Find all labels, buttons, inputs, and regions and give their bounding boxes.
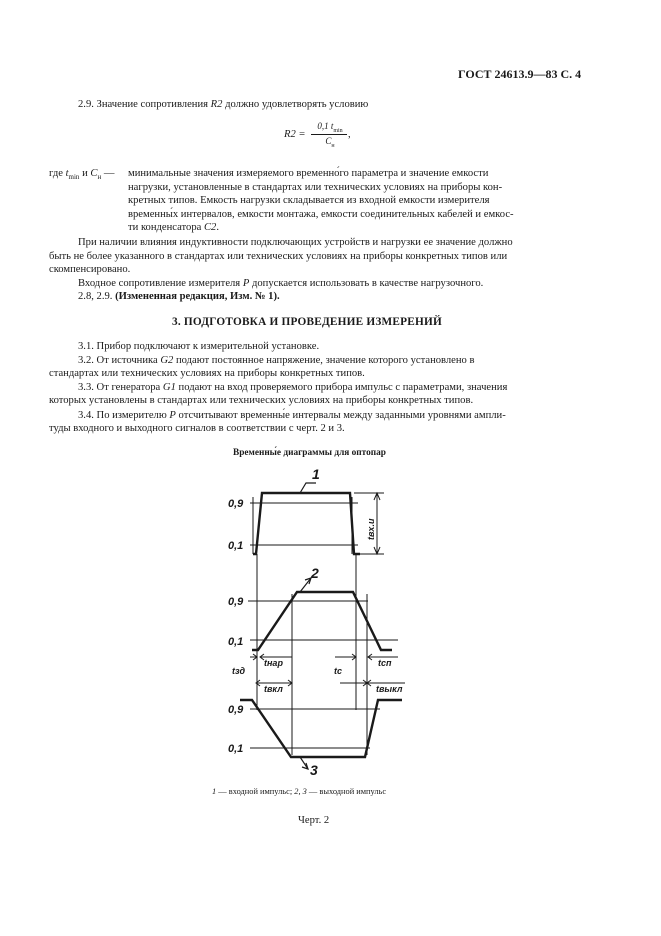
amend-bold: (Измененная редакция, Изм. № 1). bbox=[115, 291, 280, 302]
label-09-top: 0,9 bbox=[228, 498, 244, 510]
label-curve-1: 1 bbox=[312, 466, 320, 482]
where-line-4: временны́х интервалов, емкости монтажа, емкости соединительных кабелей и емкос- bbox=[128, 209, 514, 220]
figure-title: Временны́е диаграммы для оптопар bbox=[233, 448, 386, 458]
formula-lhs: R2 = bbox=[284, 129, 306, 140]
inductive-line-2: быть не более указанного в стандартах или технических условиях на приборы конкретных типов или bbox=[49, 251, 508, 262]
formula-trail: , bbox=[348, 129, 351, 140]
var-p: P bbox=[242, 278, 250, 289]
where-line-1: минимальные значения измеряемого временно́го параметра и значение емкости bbox=[128, 168, 489, 179]
var-c: C bbox=[90, 168, 98, 179]
leader-1 bbox=[300, 483, 316, 493]
label-t-vx-i: tвх.и bbox=[366, 518, 376, 540]
label-t-nar: tнар bbox=[264, 658, 283, 668]
inductive-line-1: При наличии влияния индуктивности подключающих устройств и нагрузки ее значение должно bbox=[78, 237, 513, 248]
where-and: и bbox=[82, 168, 88, 179]
where-word: где bbox=[49, 168, 63, 179]
section-3-title: 3. ПОДГОТОВКА И ПРОВЕДЕНИЕ ИЗМЕРЕНИЙ bbox=[172, 316, 442, 328]
paragraph-3-4-line2: туды входного и выходного сигналов в соответствии с черт. 2 и 3. bbox=[49, 423, 345, 434]
para-tail: должно удовлетворять условию bbox=[225, 99, 369, 110]
p3-2-a: 3.2. От источника bbox=[78, 355, 158, 366]
inductive-line-3: скомпенсировано. bbox=[49, 264, 131, 275]
var-p-meter: P bbox=[169, 410, 176, 421]
input-res-text: Входное сопротивление измерителя bbox=[78, 278, 241, 289]
label-t-zd: tзд bbox=[232, 666, 246, 676]
var-t-sub: min bbox=[68, 173, 80, 182]
p3-2-b: подают постоянное напряжение, значение которого установлено в bbox=[175, 355, 475, 366]
denominator-sub: н bbox=[331, 142, 335, 149]
p3-3-b: подают на вход проверяемого прибора импульс с параметрами, значения bbox=[178, 382, 508, 393]
var-g2: G2 bbox=[160, 355, 174, 366]
label-curve-3: 3 bbox=[310, 762, 318, 778]
para-text: Значение сопротивления bbox=[96, 99, 209, 110]
label-curve-2: 2 bbox=[311, 565, 319, 581]
legend-d1: — входной импульс; bbox=[216, 787, 295, 796]
para-number: 2.9. bbox=[78, 99, 94, 110]
where-line-5-text: ти конденсатора bbox=[128, 222, 204, 233]
var-r2: R2 bbox=[210, 99, 223, 110]
page-header: ГОСТ 24613.9—83 С. 4 bbox=[458, 67, 582, 81]
label-t-vkl: tвкл bbox=[264, 684, 283, 694]
label-01-top: 0,1 bbox=[228, 540, 244, 552]
where-line-5-tail: . bbox=[216, 222, 220, 233]
legend-d23: — выходной импульс bbox=[306, 787, 387, 796]
var-c2: C2 bbox=[203, 222, 217, 233]
where-line-3: кретных типов. Емкость нагрузки складывается из входной емкости измерителя bbox=[128, 195, 490, 206]
paragraph-3-3-line2: которых установлены в стандартах или технических условиях на приборы конкретных типов. bbox=[49, 395, 474, 406]
where-line-2: нагрузки, установленные в стандартах или технических условиях на приборы кон- bbox=[128, 182, 503, 193]
p3-3-a: 3.3. От генератора bbox=[78, 382, 161, 393]
var-t: t bbox=[65, 168, 69, 179]
p3-4-b: отсчитывают временны́е интервалы между заданными уровнями ампли- bbox=[178, 410, 506, 421]
numerator-sub: min bbox=[333, 127, 343, 134]
label-01-mid: 0,1 bbox=[228, 636, 244, 648]
label-t-vykl: tвыкл bbox=[376, 684, 403, 694]
denominator-text: C bbox=[325, 136, 332, 146]
var-g1: G1 bbox=[162, 382, 176, 393]
label-t-sp: tсп bbox=[378, 658, 392, 668]
label-09-mid: 0,9 bbox=[228, 596, 244, 608]
where-dash: — bbox=[103, 168, 115, 179]
p3-4-a: 3.4. По измерителю bbox=[78, 410, 167, 421]
paragraph-3-2-line2: стандартах или технических условиях на приборы конкретных типов. bbox=[49, 368, 365, 379]
legend-n1: 1 bbox=[212, 787, 217, 796]
amend-refs: 2.8, 2.9. bbox=[78, 291, 113, 302]
figure-legend bbox=[212, 787, 386, 796]
numerator-text: 0,1 t bbox=[317, 121, 334, 131]
legend-n23: 2, 3 bbox=[294, 787, 307, 796]
input-res-tail: допускается использовать в качестве нагрузочного. bbox=[251, 278, 484, 289]
label-01-bottom: 0,1 bbox=[228, 743, 244, 755]
figure-caption: Черт. 2 bbox=[298, 815, 330, 826]
paragraph-3-1: 3.1. Прибор подключают к измерительной установке. bbox=[78, 341, 320, 352]
label-09-bottom: 0,9 bbox=[228, 704, 244, 716]
var-c-sub: н bbox=[97, 173, 102, 182]
label-t-s: tс bbox=[334, 666, 343, 676]
